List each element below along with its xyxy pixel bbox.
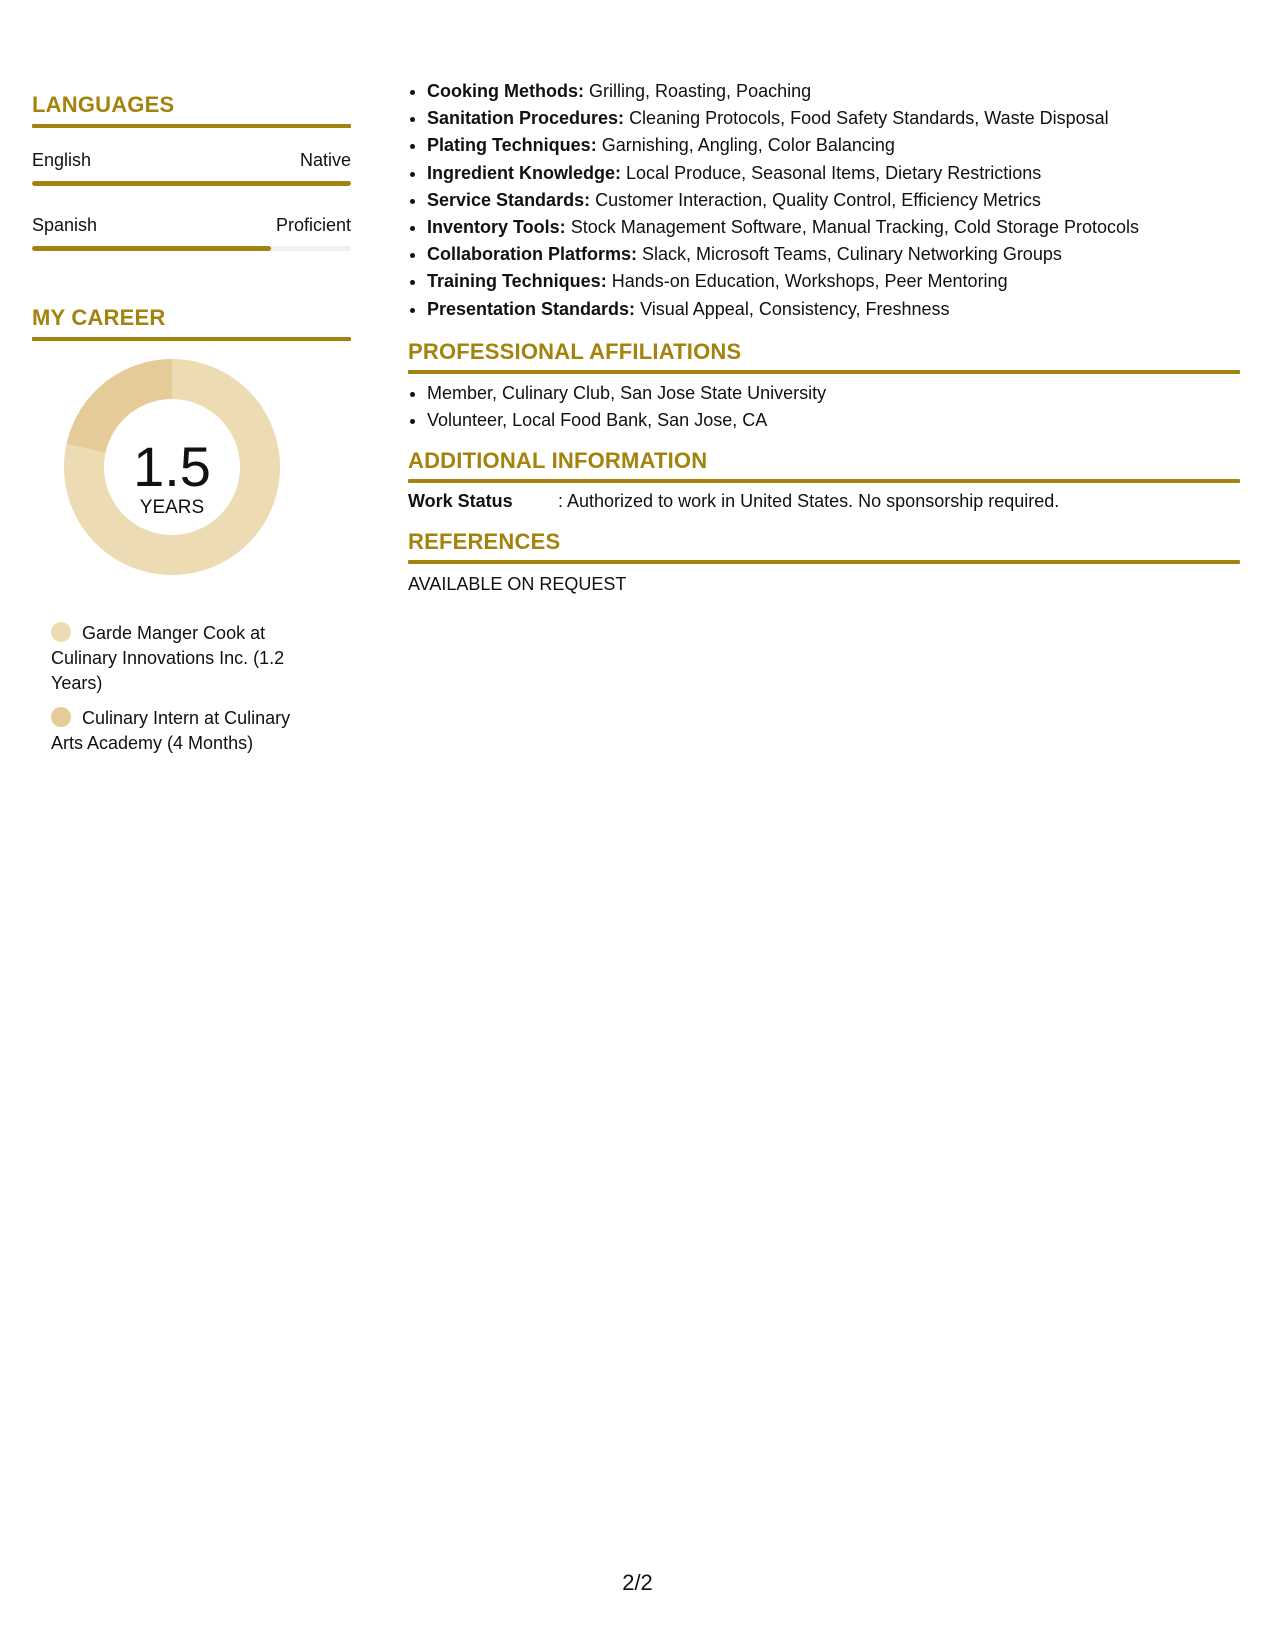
career-total-value: 1.5 bbox=[133, 435, 211, 498]
skill-value: Grilling, Roasting, Poaching bbox=[589, 81, 812, 101]
languages-section bbox=[32, 92, 351, 251]
skills-list bbox=[408, 78, 1240, 323]
career-legend-item bbox=[51, 706, 306, 756]
skill-value: Garnishing, Angling, Color Balancing bbox=[601, 135, 895, 156]
skill-label: Collaboration Platforms: bbox=[427, 244, 638, 265]
skill-label: Sanitation Procedures: bbox=[427, 108, 625, 129]
skill-value: Local Produce, Seasonal Items, Dietary Restrictions bbox=[626, 162, 1042, 183]
page-number: 2/2 bbox=[622, 1570, 653, 1595]
career-section bbox=[32, 305, 351, 756]
language-name: Spanish bbox=[32, 215, 98, 235]
additional-section bbox=[408, 448, 1240, 512]
skill-item bbox=[427, 132, 1240, 159]
skill-value: Stock Management Software, Manual Tracking, Cold Storage Protocols bbox=[570, 217, 1139, 238]
language-spanish bbox=[32, 215, 351, 251]
skill-label: Service Standards: bbox=[427, 189, 591, 210]
language-proficiency-fill bbox=[32, 246, 271, 251]
legend-label: Culinary Intern at Culinary Arts Academy (4 Months) bbox=[51, 708, 291, 753]
skill-item bbox=[427, 268, 1240, 295]
work-status-row bbox=[408, 491, 1240, 512]
affiliations-list bbox=[408, 380, 1240, 434]
skill-item bbox=[427, 241, 1240, 268]
references-title: REFERENCES bbox=[408, 528, 561, 554]
affiliation-item: • Volunteer, Local Food Bank, San Jose, CA bbox=[427, 407, 1240, 434]
legend-dot bbox=[51, 622, 71, 642]
career-legend-item bbox=[51, 621, 306, 696]
language-english bbox=[32, 150, 351, 186]
skill-label: Training Techniques: bbox=[427, 271, 607, 292]
right-column bbox=[408, 78, 1240, 595]
skill-item bbox=[427, 78, 1240, 105]
skill-value: Customer Interaction, Quality Control, Efficiency Metrics bbox=[595, 189, 1041, 210]
languages-rule bbox=[32, 124, 351, 128]
language-level: Native bbox=[299, 150, 351, 170]
career-donut-chart bbox=[32, 359, 351, 599]
work-status-label: Work Status bbox=[408, 490, 513, 511]
affiliations-title: PROFESSIONAL AFFILIATIONS bbox=[408, 338, 742, 364]
career-legend bbox=[51, 621, 351, 756]
additional-title: ADDITIONAL INFORMATION bbox=[408, 447, 708, 473]
skill-label: Ingredient Knowledge: bbox=[427, 162, 622, 183]
career-total-unit: YEARS bbox=[139, 497, 205, 518]
skill-value: Visual Appeal, Consistency, Freshness bbox=[640, 298, 950, 319]
skill-label: Plating Techniques: bbox=[427, 135, 597, 156]
career-title: MY CAREER bbox=[32, 305, 166, 330]
skill-value: Slack, Microsoft Teams, Culinary Networking Groups bbox=[642, 244, 1062, 265]
references-rule bbox=[408, 560, 1240, 564]
affiliations-section bbox=[408, 339, 1240, 434]
references-text: AVAILABLE ON REQUEST bbox=[408, 573, 627, 594]
skill-item bbox=[427, 187, 1240, 214]
skill-value: Cleaning Protocols, Food Safety Standards, Waste Disposal bbox=[629, 108, 1109, 129]
language-proficiency-fill bbox=[32, 181, 351, 186]
skill-label: Inventory Tools: bbox=[427, 217, 566, 238]
skill-item bbox=[427, 105, 1240, 132]
references-section bbox=[408, 529, 1240, 595]
skill-item bbox=[427, 214, 1240, 241]
skill-value: Hands-on Education, Workshops, Peer Mentoring bbox=[611, 271, 1008, 292]
affiliations-rule bbox=[408, 370, 1240, 374]
language-proficiency-bar bbox=[32, 181, 351, 186]
language-name: English bbox=[32, 150, 92, 170]
language-level: Proficient bbox=[275, 215, 351, 235]
languages-title: LANGUAGES bbox=[32, 92, 175, 117]
skill-item bbox=[427, 160, 1240, 187]
additional-rule bbox=[408, 479, 1240, 483]
skill-label: Presentation Standards: bbox=[427, 298, 636, 319]
work-status-value: : Authorized to work in United States. No sponsorship required. bbox=[558, 490, 1060, 511]
career-rule bbox=[32, 337, 351, 341]
legend-dot bbox=[51, 707, 71, 727]
left-column bbox=[32, 92, 351, 756]
language-proficiency-bar bbox=[32, 246, 351, 251]
affiliation-item: • Member, Culinary Club, San Jose State University bbox=[427, 380, 1240, 407]
skill-item bbox=[427, 296, 1240, 323]
legend-label: Garde Manger Cook at Culinary Innovations Inc. (1.2 Years) bbox=[51, 623, 285, 693]
skill-label: Cooking Methods: bbox=[427, 81, 584, 101]
